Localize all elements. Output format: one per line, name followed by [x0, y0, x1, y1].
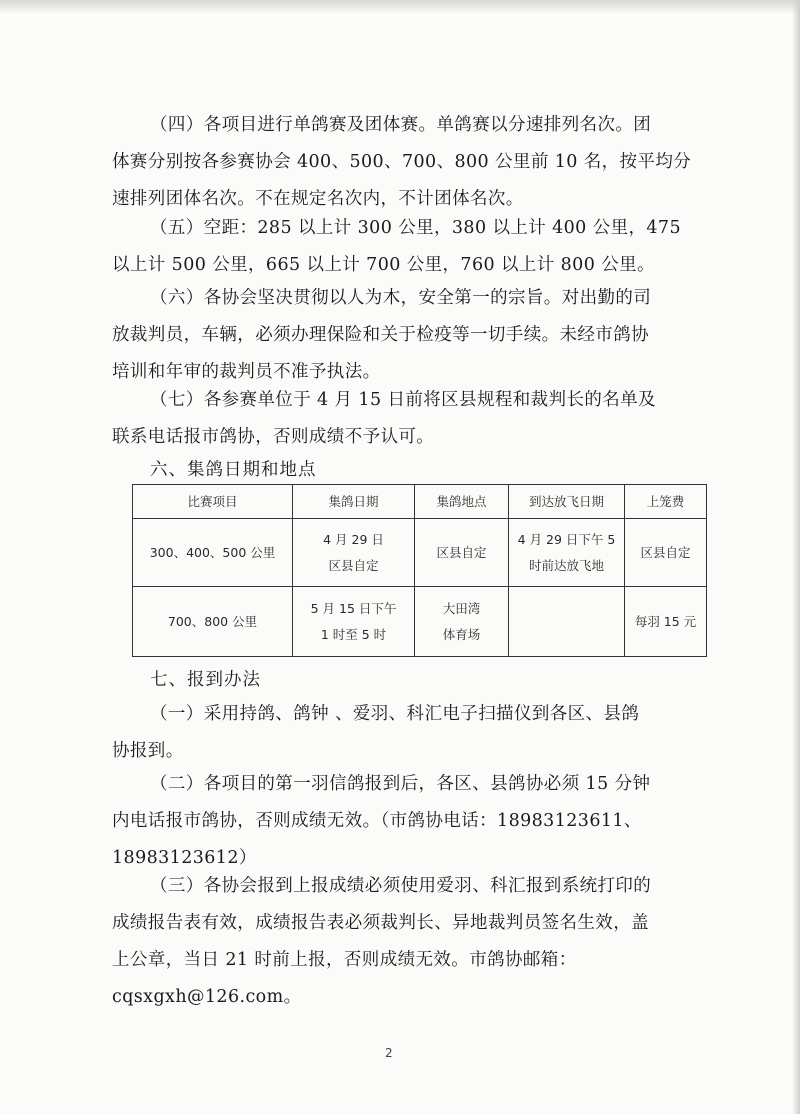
paragraph-line: [112, 107, 692, 144]
table-cell-event: 300、400、500 公里: [133, 519, 293, 587]
paragraph-text: （五）空距：285 以上计 300 公里，380 以上计 400 公里，475: [150, 218, 681, 238]
paragraph-4: [112, 107, 692, 218]
paragraph-5: [112, 210, 692, 284]
section-heading-7: 七、报到办法: [150, 670, 261, 690]
table-cell-date: [293, 587, 415, 657]
scan-edge-top: [0, 0, 800, 14]
cell-line: 时前达放飞地: [528, 557, 604, 573]
paragraph-7-2: [112, 766, 692, 877]
paragraph-text: （二）各项目的第一羽信鸽报到后，各区、县鸽协必须 15 分钟: [150, 774, 651, 794]
paragraph-text: （四）各项目进行单鸽赛及团体赛。单鸽赛以分速排列名次。团: [150, 115, 652, 135]
table-header-cell: 到达放飞日期: [509, 485, 625, 519]
paragraph-7: [112, 382, 692, 456]
table-cell-event: 700、800 公里: [133, 587, 293, 657]
paragraph-line: 协报到。: [112, 741, 184, 761]
cell-line: 4 月 29 日: [323, 531, 384, 547]
paragraph-line: 内电话报市鸽协，否则成绩无效。（市鸽协电话：18983123611、: [112, 811, 642, 831]
table-header-cell: 比赛项目: [133, 485, 293, 519]
table-header-cell: 集鸽地点: [415, 485, 509, 519]
paragraph-6: [112, 280, 692, 391]
cell-line: 区县自定: [436, 544, 487, 560]
table-cell-fee: 每羽 15 元: [625, 587, 707, 657]
table-cell-date: [293, 519, 415, 587]
paragraph-text: （一）采用持鸽、鸽钟 、爱羽、科汇电子扫描仪到各区、县鸽: [150, 704, 640, 724]
table-cell-arrival: [509, 587, 625, 657]
page-number: 2: [385, 1046, 393, 1060]
paragraph-line: [112, 696, 692, 733]
paragraph-line: [112, 280, 692, 317]
table-header-row: [133, 485, 707, 519]
table-cell-arrival: [509, 519, 625, 587]
paragraph-text: （七）各参赛单位于 4 月 15 日前将区县规程和裁判长的名单及: [150, 390, 656, 410]
cell-line: 5 月 15 日下午: [310, 600, 397, 616]
paragraph-line: 培训和年审的裁判员不准予执法。: [112, 362, 381, 382]
table-header-cell: 集鸽日期: [293, 485, 415, 519]
cell-line: 4 月 29 日下午 5: [517, 531, 616, 547]
paragraph-line: 速排列团体名次。不在规定名次内，不计团体名次。: [112, 189, 524, 209]
paragraph-line: 以上计 500 公里，665 以上计 700 公里，760 以上计 800 公里。: [112, 255, 655, 275]
paragraph-line: 联系电话报市鸽协，否则成绩不予认可。: [112, 427, 435, 447]
paragraph-line: [112, 382, 692, 419]
table-cell-place: [415, 519, 509, 587]
paragraph-text: （六）各协会坚决贯彻以人为木，安全第一的宗旨。对出勤的司: [150, 288, 652, 308]
paragraph-text: （三）各协会报到上报成绩必须使用爱羽、科汇报到系统打印的: [150, 876, 652, 896]
cell-line: 体育场: [442, 626, 481, 642]
table-row: [133, 519, 707, 587]
paragraph-line: [112, 766, 692, 803]
table-row: [133, 587, 707, 657]
paragraph-line: 上公章，当日 21 时前上报，否则成绩无效。市鸽协邮箱：: [112, 950, 577, 970]
table-cell-fee: 区县自定: [625, 519, 707, 587]
paragraph-line: 成绩报告表有效，成绩报告表必须裁判长、异地裁判员签名生效，盖: [112, 913, 649, 933]
paragraph-line: 体赛分别按各参赛协会 400、500、700、800 公里前 10 名，按平均分: [112, 152, 692, 172]
paragraph-line: 18983123612）: [112, 848, 257, 868]
table-header-cell: 上笼费: [625, 485, 707, 519]
paragraph-line: [112, 868, 692, 905]
cell-line: 1 时至 5 时: [320, 626, 387, 642]
paragraph-line: cqsxgxh@126.com。: [112, 987, 302, 1007]
section-heading-6: 六、集鸽日期和地点: [150, 460, 317, 480]
paragraph-7-3: [112, 868, 692, 1016]
paragraph-7-1: [112, 696, 692, 770]
table-cell-place: [415, 587, 509, 657]
paragraph-line: [112, 210, 692, 247]
scan-edge-right: [792, 0, 800, 1114]
cell-line: 区县自定: [328, 557, 379, 573]
cell-line: 大田湾: [442, 600, 481, 616]
schedule-table: [132, 484, 707, 657]
paragraph-line: 放裁判员，车辆，必须办理保险和关于检疫等一切手续。未经市鸽协: [112, 325, 649, 345]
